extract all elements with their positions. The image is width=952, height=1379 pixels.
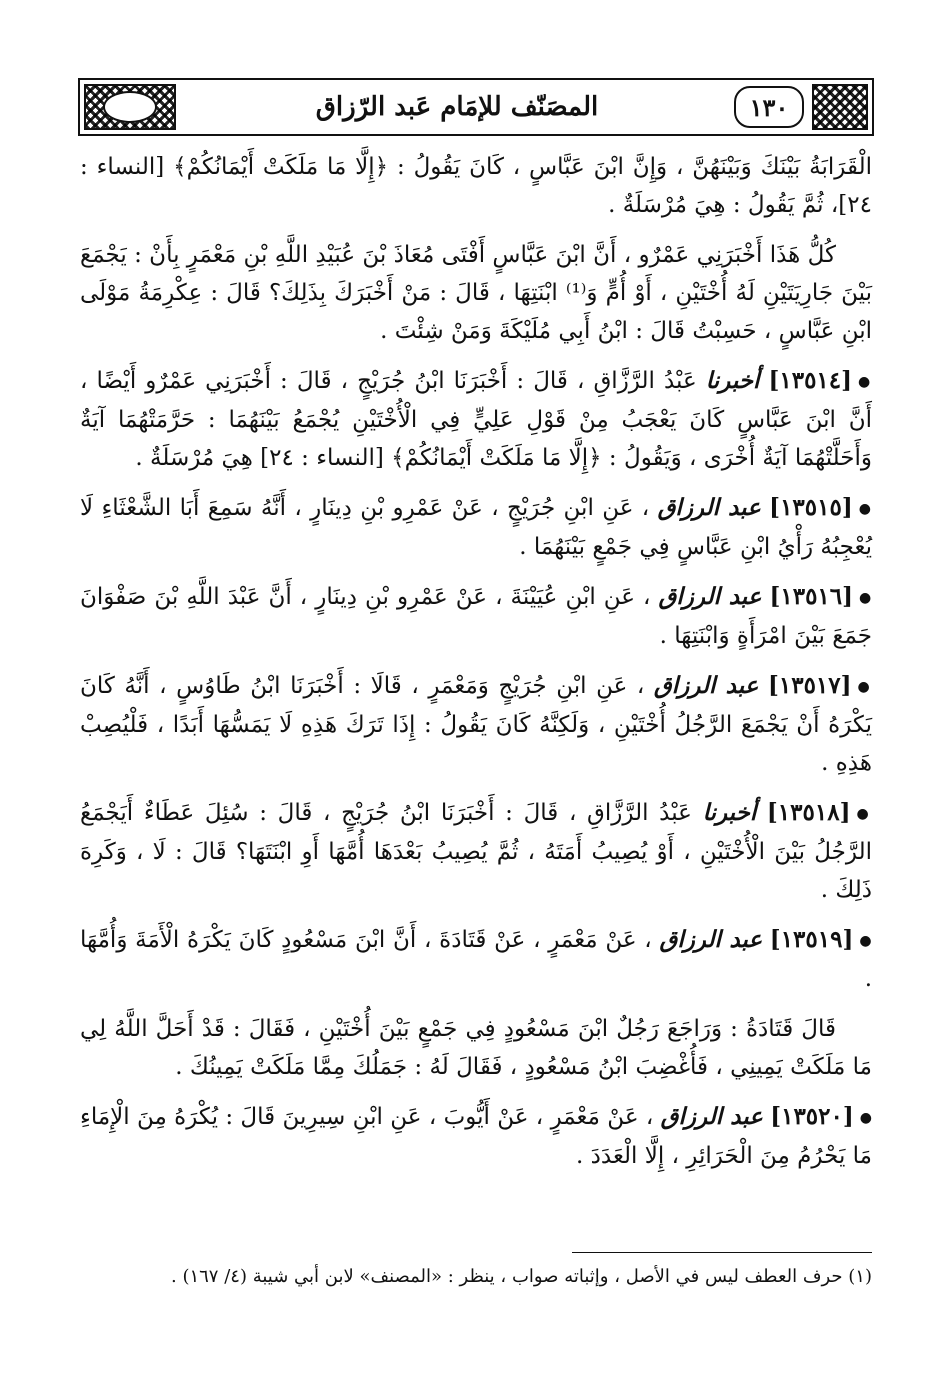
hadith-entry [80,667,872,782]
header-left [80,84,180,130]
paragraph-text: قَالَ قَتَادَةُ : وَرَاجَعَ رَجُلٌ ابْنَ مَسْعُودٍ فِي جَمْعٍ بَيْنَ أُخْتَيْنِ ، فَقَالَ : قَدْ أَحَلَّ اللَّهُ لِي مَا مَلَكَتْ يَمِينِي ، فَأُغْضِبَ ابْنُ مَسْعُودٍ ، فَقَالَ لَهُ : جَمَلُكَ مِمَّا مَلَكَتْ يَمِينُكَ . [80,1016,872,1080]
hadith-text: عَبْدُ الرَّزَّاقِ ، قَالَ : أَخْبَرَنَا ابْنُ جُرَيْجٍ ، قَالَ : سُئِلَ عَطَاءٌ أَيَجْمَعُ الرَّجُلُ بَيْنَ الْأُخْتَيْنِ ، أَوْ يُصِيبُ أَمَتَهُ ، ثُمَّ يُصِيبُ بَعْدَهَا أُمَّهَا أَوِ ابْنَتَهَا؟ قَالَ : لَا ، وَكَرِهَ ذَلِكَ . [80,800,872,903]
hadith-number: [١٣٥١٥] [769,494,853,521]
hadith-text: ، عَنِ ابْنِ جُرَيْجٍ ، عَنْ عَمْرِو بْنِ دِينَارٍ ، أَنَّهُ سَمِعَ أَبَا الشَّعْثَاءِ لَا يُعْجِبُهُ رَأْيُ ابْنِ عَبَّاسٍ فِي جَمْعٍ بَيْنَهُمَا . [80,495,872,560]
hadith-narrator: عبد الرزاق [658,583,762,610]
hadith-number: [١٣٥١٤] [768,367,853,394]
hadith-narrator: عبد الرزاق [659,926,763,953]
corner-ornament-icon [812,84,868,130]
book-title: المصَنّف للإمَام عَبد الرّزاق [315,92,599,122]
header-right [734,84,872,130]
paragraph [80,236,872,350]
hadith-text: ، عَنْ مَعْمَرٍ ، عَنْ أَيُّوبَ ، عَنِ ابْنِ سِيرِينَ قَالَ : يُكْرَهُ مِنَ الْإِمَاءِ مَا يَحْرُمُ مِنَ الْحَرَائِرِ ، إِلَّا الْعَدَدَ . [80,1104,872,1169]
hadith-number: [١٣٥١٦] [769,583,854,610]
hadith-text: عَبْدُ الرَّزَّاقِ ، قَالَ : أَخْبَرَنَا ابْنُ جُرَيْجٍ ، قَالَ : أَخْبَرَنِي عَمْرٌو أَيْضًا ، أَنَّ ابْنَ عَبَّاسٍ كَانَ يَعْجَبُ مِنْ قَوْلِ عَلِيٍّ فِي الْأُخْتَيْنِ يُجْمَعُ بَيْنَهُمَا : حَرَّمَتْهُمَا آيَةٌ وَأَحَلَّتْهُمَا آيَةٌ أُخْرَى ، وَيَقُولُ : ﴿إِلَّا مَا مَلَكَتْ أَيْمَانُكُمْ﴾ [النساء : ٢٤] هِيَ مُرْسَلَةٌ . [80,368,872,471]
hadith-narrator: عبد الرزاق [653,672,759,699]
paragraph [80,148,872,224]
bullet-icon: ● [856,806,873,822]
hadith-entry [80,794,872,909]
hadith-entry [80,578,872,655]
seal-icon [103,91,157,123]
hadith-text: ، عَنِ ابْنِ جُرَيْجٍ وَمَعْمَرٍ ، قَالَا : أَخْبَرَنَا ابْنُ طَاوُسٍ ، أَنَّهُ كَانَ يَكْرَهُ أَنْ يَجْمَعَ الرَّجُلُ أُخْتَيْنِ ، وَلَكِنَّهُ كَانَ يَقُولُ : إِذَا تَرَكَ هَذِهِ لَا يَمَسُّهَا أَبَدًا ، فَلْيُصِبْ هَذِهِ . [80,673,872,776]
paragraph-text: كُلُّ هَذَا أَخْبَرَنِي عَمْرٌو ، أَنَّ ابْنَ عَبَّاسٍ أَفْتَى مُعَاذَ بْنَ عُبَيْدِ اللَّهِ بْنِ مَعْمَرٍ بِأَنْ : يَجْمَعَ بَيْنَ جَارِيَتَيْنِ لَهُ أُخْتَيْنِ ، أَوْ أُمٍّ وَ⁽¹⁾ ابْنَتِهَا ، قَالَ : مَنْ أَخْبَرَكَ بِذَلِكَ؟ قَالَ : عِكْرِمَةُ مَوْلَى ابْنِ عَبَّاسٍ ، حَسِبْتُ قَالَ : ابْنُ أَبِي مُلَيْكَةَ وَمَنْ شِئْتَ . [80,242,872,344]
hadith-number: [١٣٥٢٠] [770,1103,854,1130]
main-text [80,148,872,1187]
paragraph [80,1010,872,1086]
bullet-icon: ● [859,1110,873,1126]
hadith-text: ، عَنْ مَعْمَرٍ ، عَنْ قَتَادَةَ ، أَنَّ ابْنَ مَسْعُودٍ كَانَ يَكْرَهُ الْأَمَةَ وَأُمَّهَا . [80,927,872,992]
hadith-narrator: أخبرنا [702,799,757,826]
page-number: ١٣٠ [734,86,804,128]
hadith-number: [١٣٥١٨] [766,799,851,826]
paragraph-text: الْقَرَابَةُ بَيْنَكَ وَبَيْنَهُنَّ ، وَإِنَّ ابْنَ عَبَّاسٍ ، كَانَ يَقُولُ : ﴿إِلَّا مَا مَلَكَتْ أَيْمَانُكُمْ﴾ [النساء : ٢٤]، ثُمَّ يَقُولُ : هِيَ مُرْسَلَةٌ . [80,154,872,218]
bullet-icon: ● [859,933,872,949]
hadith-text: ، عَنِ ابْنِ عُيَيْنَةَ ، عَنْ عَمْرِو بْنِ دِينَارٍ ، أَنَّ عَبْدَ اللَّهِ بْنَ صَفْوَانَ جَمَعَ بَيْنَ امْرَأَةٍ وَابْنَتِهَا . [80,584,872,649]
hadith-narrator: عبد الرزاق [657,494,761,521]
book-seal-ornament-icon [84,84,176,130]
hadith-narrator: أخبرنا [705,367,760,394]
hadith-entry [80,362,872,477]
bullet-icon: ● [859,590,872,606]
bullet-icon: ● [857,679,873,695]
bullet-icon: ● [858,374,872,390]
hadith-entry [80,1098,872,1175]
footnote-divider [572,1252,872,1253]
footnote: (١) حرف العطف ليس في الأصل ، وإثباته صواب ، ينظر : «المصنف» لابن أبي شيبة (٤/ ١٦٧) . [171,1266,872,1287]
hadith-number: [١٣٥١٧] [767,672,852,699]
hadith-entry [80,921,872,998]
hadith-entry [80,489,872,566]
page-header [78,78,874,136]
hadith-number: [١٣٥١٩] [769,926,854,953]
hadith-narrator: عبد الرزاق [660,1103,763,1130]
bullet-icon: ● [858,501,872,517]
